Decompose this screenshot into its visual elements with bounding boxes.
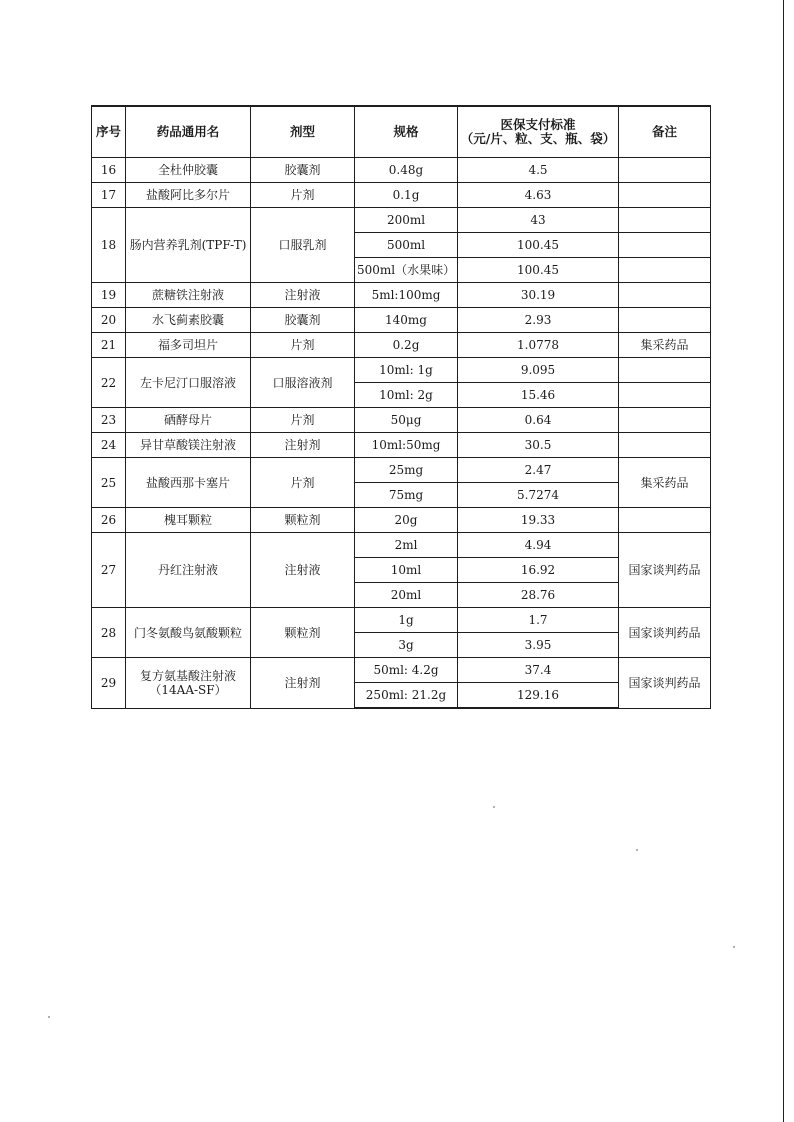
cell-drug-name-line1: 复方氨基酸注射液 — [139, 668, 236, 683]
table-row — [92, 283, 711, 308]
cell-price: 15.46 — [458, 383, 619, 408]
table-row — [92, 408, 711, 433]
cell-remark — [619, 308, 711, 333]
cell-remark — [619, 258, 711, 283]
cell-dosage-form: 胶囊剂 — [251, 158, 355, 183]
cell-no: 24 — [92, 433, 126, 458]
header-dosage-form: 剂型 — [251, 106, 355, 158]
cell-remark: 集采药品 — [619, 458, 711, 508]
cell-dosage-form: 口服乳剂 — [251, 208, 355, 283]
cell-no: 21 — [92, 333, 126, 358]
header-remark: 备注 — [619, 106, 711, 158]
cell-remark — [619, 433, 711, 458]
header-drug-name: 药品通用名 — [126, 106, 251, 158]
table-row — [92, 658, 711, 683]
table-row — [92, 308, 711, 333]
cell-drug-name: 门冬氨酸鸟氨酸颗粒 — [126, 608, 251, 658]
table-row — [92, 458, 711, 483]
cell-no: 29 — [92, 658, 126, 709]
cell-dosage-form: 片剂 — [251, 408, 355, 433]
scan-speck — [493, 806, 495, 808]
cell-price: 19.33 — [458, 508, 619, 533]
cell-price: 37.4 — [458, 658, 619, 683]
scan-speck — [636, 849, 638, 851]
cell-spec: 0.1g — [355, 183, 458, 208]
table-row — [92, 533, 711, 558]
cell-spec: 10ml: 1g — [355, 358, 458, 383]
cell-drug-name: 左卡尼汀口服溶液 — [126, 358, 251, 408]
cell-price: 3.95 — [458, 633, 619, 658]
cell-spec: 0.48g — [355, 158, 458, 183]
cell-remark — [619, 508, 711, 533]
cell-remark — [619, 208, 711, 233]
cell-drug-name: 肠内营养乳剂(TPF-T) — [126, 208, 251, 283]
cell-spec: 2ml — [355, 533, 458, 558]
cell-dosage-form: 片剂 — [251, 458, 355, 508]
cell-remark: 国家谈判药品 — [619, 658, 711, 709]
cell-price: 43 — [458, 208, 619, 233]
cell-no: 20 — [92, 308, 126, 333]
cell-dosage-form: 注射剂 — [251, 658, 355, 709]
cell-dosage-form: 注射液 — [251, 283, 355, 308]
cell-spec: 500ml — [355, 233, 458, 258]
cell-price: 1.0778 — [458, 333, 619, 358]
cell-price: 2.93 — [458, 308, 619, 333]
cell-price: 100.45 — [458, 258, 619, 283]
cell-drug-name: 丹红注射液 — [126, 533, 251, 608]
cell-dosage-form: 口服溶液剂 — [251, 358, 355, 408]
cell-no: 27 — [92, 533, 126, 608]
cell-price: 28.76 — [458, 583, 619, 608]
cell-no: 28 — [92, 608, 126, 658]
scan-speck — [733, 946, 735, 948]
cell-drug-name-line2: （14AA-SF） — [149, 682, 227, 697]
header-spec: 规格 — [355, 106, 458, 158]
scan-speck — [48, 1016, 50, 1018]
cell-price: 2.47 — [458, 458, 619, 483]
cell-remark: 集采药品 — [619, 333, 711, 358]
table-row — [92, 183, 711, 208]
cell-no: 23 — [92, 408, 126, 433]
cell-dosage-form: 片剂 — [251, 183, 355, 208]
cell-dosage-form: 颗粒剂 — [251, 608, 355, 658]
cell-drug-name: 盐酸阿比多尔片 — [126, 183, 251, 208]
cell-no: 17 — [92, 183, 126, 208]
cell-price: 4.94 — [458, 533, 619, 558]
cell-price: 4.63 — [458, 183, 619, 208]
cell-drug-name — [126, 658, 251, 709]
page-edge-line — [783, 0, 784, 1122]
cell-spec: 50μg — [355, 408, 458, 433]
cell-no: 25 — [92, 458, 126, 508]
cell-drug-name: 福多司坦片 — [126, 333, 251, 358]
cell-drug-name: 盐酸西那卡塞片 — [126, 458, 251, 508]
cell-drug-name: 硒酵母片 — [126, 408, 251, 433]
cell-remark — [619, 283, 711, 308]
cell-remark — [619, 158, 711, 183]
cell-drug-name: 全杜仲胶囊 — [126, 158, 251, 183]
cell-spec: 20g — [355, 508, 458, 533]
cell-price: 30.19 — [458, 283, 619, 308]
table-row — [92, 433, 711, 458]
cell-dosage-form: 颗粒剂 — [251, 508, 355, 533]
cell-spec: 75mg — [355, 483, 458, 508]
table-row — [92, 508, 711, 533]
table-row — [92, 208, 711, 233]
table-row — [92, 358, 711, 383]
cell-spec: 20ml — [355, 583, 458, 608]
cell-spec: 200ml — [355, 208, 458, 233]
cell-spec: 0.2g — [355, 333, 458, 358]
cell-price: 129.16 — [458, 683, 619, 709]
cell-spec: 5ml:100mg — [355, 283, 458, 308]
cell-price: 0.64 — [458, 408, 619, 433]
header-price-line2: （元/片、粒、支、瓶、袋） — [460, 131, 616, 146]
cell-price: 9.095 — [458, 358, 619, 383]
cell-dosage-form: 片剂 — [251, 333, 355, 358]
cell-spec: 250ml: 21.2g — [355, 683, 458, 709]
cell-spec: 25mg — [355, 458, 458, 483]
cell-price: 16.92 — [458, 558, 619, 583]
cell-spec: 1g — [355, 608, 458, 633]
header-no: 序号 — [92, 106, 126, 158]
cell-drug-name: 水飞蓟素胶囊 — [126, 308, 251, 333]
cell-dosage-form: 注射液 — [251, 533, 355, 608]
cell-remark — [619, 183, 711, 208]
cell-price: 30.5 — [458, 433, 619, 458]
header-price — [458, 106, 619, 158]
cell-spec: 500ml（水果味） — [355, 258, 458, 283]
table-row — [92, 608, 711, 633]
cell-spec: 140mg — [355, 308, 458, 333]
cell-remark — [619, 358, 711, 383]
cell-price: 1.7 — [458, 608, 619, 633]
cell-spec: 10ml:50mg — [355, 433, 458, 458]
cell-spec: 10ml: 2g — [355, 383, 458, 408]
cell-no: 16 — [92, 158, 126, 183]
cell-price: 5.7274 — [458, 483, 619, 508]
cell-remark — [619, 408, 711, 433]
cell-no: 19 — [92, 283, 126, 308]
cell-remark: 国家谈判药品 — [619, 608, 711, 658]
cell-remark — [619, 383, 711, 408]
cell-spec: 50ml: 4.2g — [355, 658, 458, 683]
header-price-line1: 医保支付标准 — [500, 117, 576, 132]
table-row — [92, 158, 711, 183]
cell-spec: 3g — [355, 633, 458, 658]
cell-price: 100.45 — [458, 233, 619, 258]
table-header-row — [92, 106, 711, 158]
cell-spec: 10ml — [355, 558, 458, 583]
table-row — [92, 333, 711, 358]
cell-drug-name: 异甘草酸镁注射液 — [126, 433, 251, 458]
cell-price: 4.5 — [458, 158, 619, 183]
cell-drug-name: 蔗糖铁注射液 — [126, 283, 251, 308]
drug-payment-standard-table — [91, 105, 711, 709]
cell-remark: 国家谈判药品 — [619, 533, 711, 608]
cell-no: 26 — [92, 508, 126, 533]
cell-drug-name: 槐耳颗粒 — [126, 508, 251, 533]
cell-no: 18 — [92, 208, 126, 283]
cell-no: 22 — [92, 358, 126, 408]
cell-dosage-form: 胶囊剂 — [251, 308, 355, 333]
cell-remark — [619, 233, 711, 258]
cell-dosage-form: 注射剂 — [251, 433, 355, 458]
